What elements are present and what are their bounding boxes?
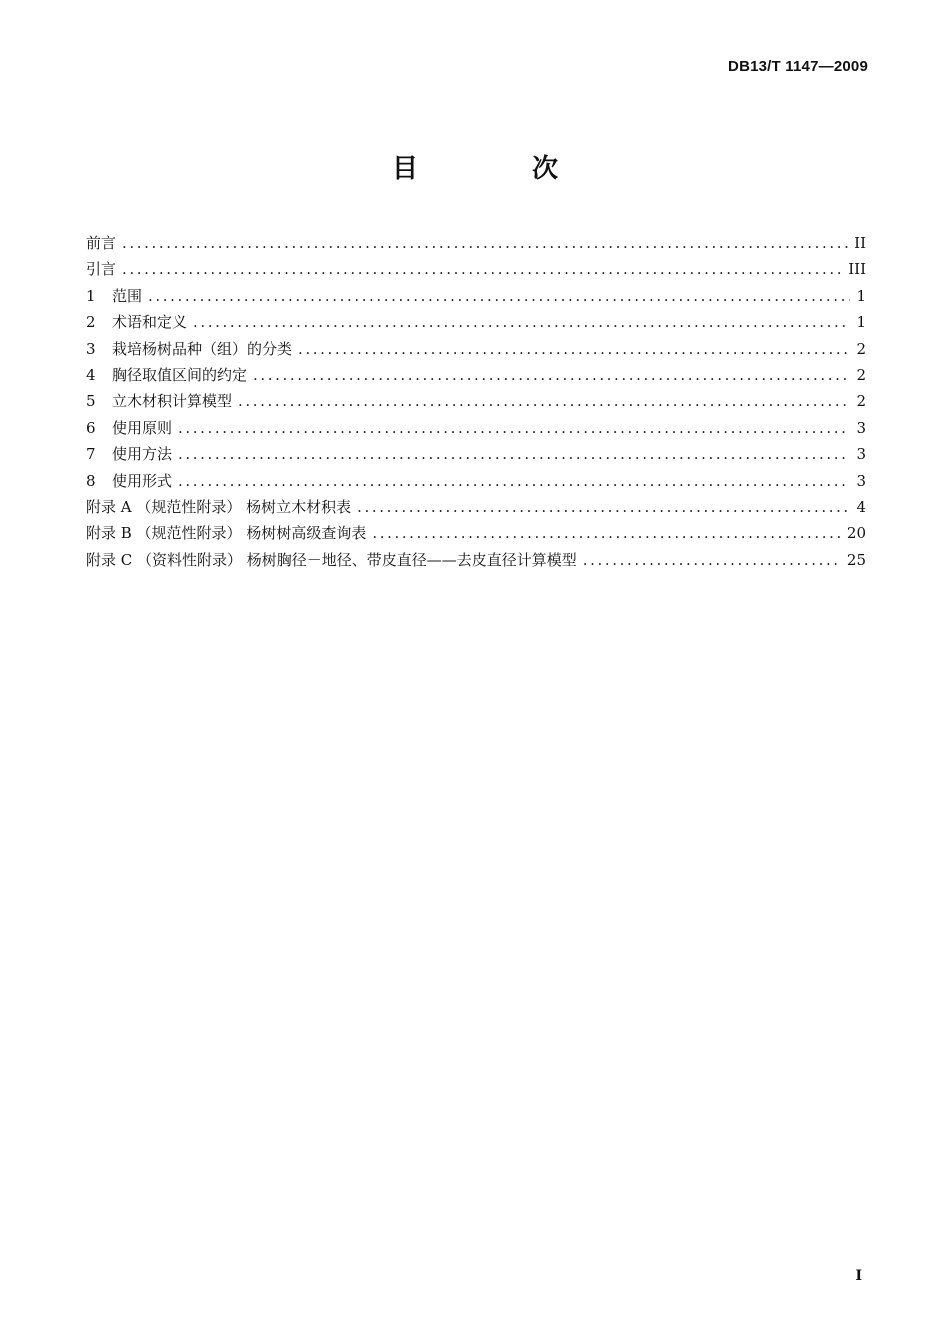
toc-entry-appendix-c[interactable] [86, 547, 866, 573]
toc-entry-5[interactable] [86, 388, 866, 414]
toc-entry-page: 3 [856, 471, 866, 490]
toc-entry-4[interactable] [86, 362, 866, 388]
toc-entry-6[interactable] [86, 415, 866, 441]
toc-entry-number: 4 [86, 365, 96, 384]
toc-leader-dots [298, 336, 850, 362]
toc-entry-3[interactable] [86, 336, 866, 362]
toc-entry-appendix-b[interactable] [86, 520, 866, 546]
toc-entry-introduction[interactable] [86, 256, 866, 282]
toc-leader-dots [122, 256, 842, 282]
toc-entry-page: 4 [856, 497, 866, 516]
toc-entry-text: 附录 B （规范性附录） 杨树树高级查询表 [86, 524, 367, 543]
toc-entry-number: 8 [86, 471, 96, 490]
toc-entry-text: 栽培杨树品种（组）的分类 [112, 339, 293, 358]
page-number: I [855, 1268, 862, 1284]
toc-entry-text: 使用形式 [112, 471, 173, 490]
toc-entry-page: 1 [856, 313, 866, 332]
toc-entry-8[interactable] [86, 468, 866, 494]
toc-leader-dots [253, 362, 850, 388]
toc-entry-number: 6 [86, 418, 96, 437]
toc-entry-number: 3 [86, 339, 96, 358]
toc-leader-dots [583, 547, 841, 573]
toc-entry-page: III [848, 260, 866, 279]
toc-entry-text: 使用原则 [112, 418, 173, 437]
toc-entry-text: 术语和定义 [112, 313, 188, 332]
toc-leader-dots [372, 520, 841, 546]
toc-entry-7[interactable] [86, 441, 866, 467]
toc-entry-foreword[interactable] [86, 230, 866, 256]
toc-entry-text: 附录 A （规范性附录） 杨树立木材积表 [86, 497, 352, 516]
toc-entry-2[interactable] [86, 309, 866, 335]
toc-entry-1[interactable] [86, 283, 866, 309]
page-title: 目 次 [391, 154, 602, 184]
toc-entry-number: 5 [86, 392, 96, 411]
toc-entry-text: 胸径取值区间的约定 [112, 365, 248, 384]
toc-leader-dots [178, 415, 850, 441]
toc-entry-page: 3 [856, 445, 866, 464]
toc-entry-number: 1 [86, 286, 96, 305]
toc-entry-appendix-a[interactable] [86, 494, 866, 520]
toc-leader-dots [148, 283, 850, 309]
toc-entry-text: 附录 C （资料性附录） 杨树胸径－地径、带皮直径——去皮直径计算模型 [86, 550, 577, 569]
toc-leader-dots [122, 230, 848, 256]
toc-entry-page: II [854, 234, 866, 252]
toc-entry-text: 使用方法 [112, 445, 173, 464]
toc-entry-number: 7 [86, 445, 96, 464]
toc-entry-page: 3 [856, 418, 866, 437]
toc-leader-dots [357, 494, 850, 520]
toc-leader-dots [178, 441, 850, 467]
toc-entry-page: 2 [856, 392, 866, 411]
toc-entry-text: 前言 [86, 234, 117, 252]
toc-leader-dots [193, 309, 850, 335]
table-of-contents [86, 230, 866, 573]
toc-leader-dots [238, 388, 850, 414]
toc-entry-page: 25 [846, 550, 866, 569]
toc-entry-number: 2 [86, 313, 96, 332]
toc-entry-text: 引言 [86, 260, 117, 279]
standard-code: DB13/T 1147—2009 [728, 58, 868, 75]
toc-entry-page: 20 [846, 524, 866, 543]
toc-entry-text: 立木材积计算模型 [112, 392, 233, 411]
toc-entry-page: 2 [856, 339, 866, 358]
toc-leader-dots [178, 468, 850, 494]
toc-entry-page: 1 [856, 286, 866, 305]
toc-entry-page: 2 [856, 365, 866, 384]
toc-entry-text: 范围 [112, 286, 143, 305]
